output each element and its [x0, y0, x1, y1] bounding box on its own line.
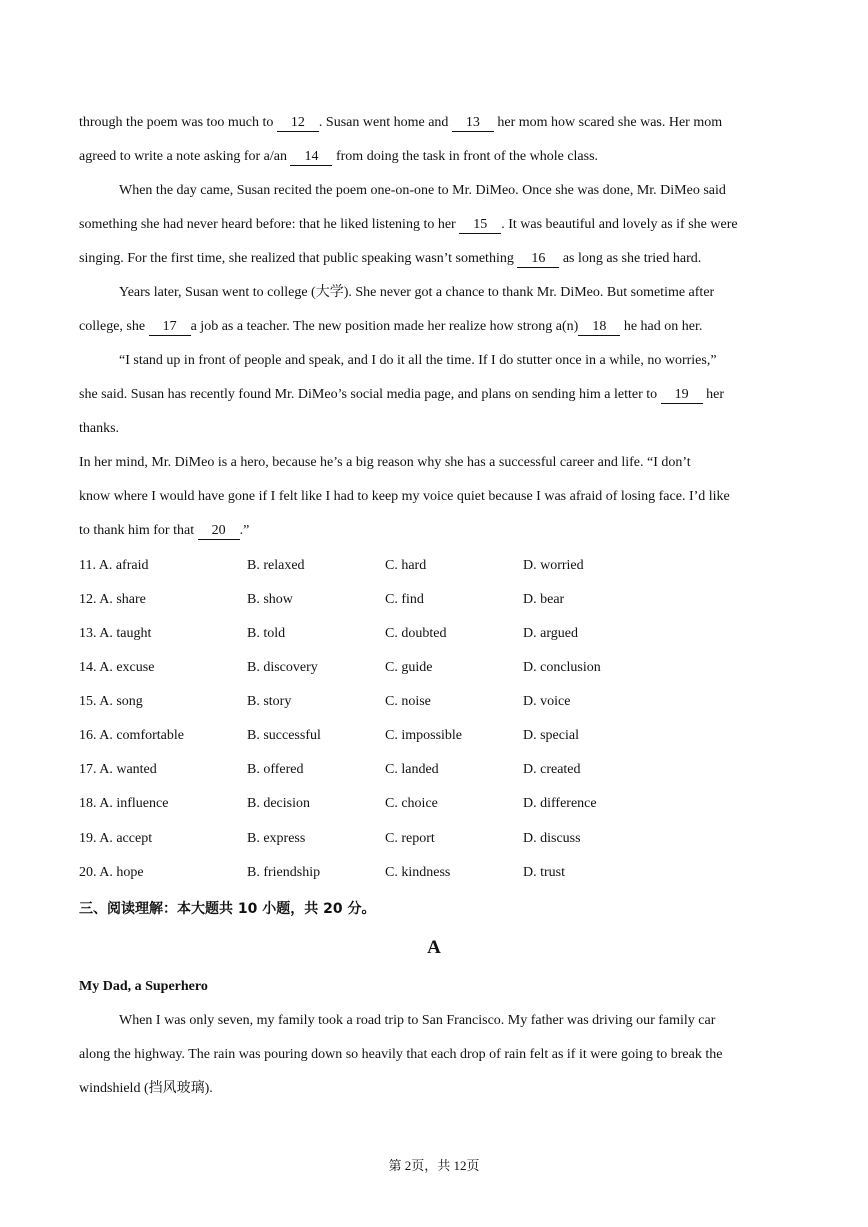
text-line: In her mind, Mr. DiMeo is a hero, because he’s a big reason why she has a successful career and life. “I don’t	[79, 455, 691, 470]
option-row-13	[79, 624, 791, 644]
passage-title: My Dad, a Superhero	[79, 979, 208, 994]
page-number: 第 2页，共 12页	[388, 1158, 480, 1173]
blank-13: 13	[452, 115, 494, 132]
option-a: 16. A. comfortable	[79, 728, 184, 743]
option-d: D. conclusion	[523, 660, 601, 675]
option-c: C. doubted	[385, 626, 447, 641]
text: agreed to write a note asking for a/an	[79, 149, 291, 164]
option-c: C. kindness	[385, 865, 451, 880]
option-d: D. trust	[523, 865, 565, 880]
option-row-14	[79, 658, 791, 678]
option-row-16	[79, 726, 791, 746]
option-row-20	[79, 863, 791, 883]
option-row-18	[79, 794, 791, 814]
text-line: windshield (挡风玻璃).	[79, 1081, 213, 1096]
blank-18: 18	[578, 319, 620, 336]
text: something she had never heard before: that he liked listening to her	[79, 217, 460, 232]
option-a: 13. A. taught	[79, 626, 152, 641]
option-a: 15. A. song	[79, 694, 143, 709]
blank-20: 20	[198, 523, 240, 540]
blank-14: 14	[290, 149, 332, 166]
option-b: B. decision	[247, 796, 310, 811]
text: . It was beautiful and lovely as if she were	[501, 217, 738, 232]
option-b: B. express	[247, 831, 306, 846]
text-line	[79, 317, 791, 337]
text-line	[79, 249, 791, 269]
text: through the poem was too much to	[79, 115, 277, 130]
blank-12: 12	[277, 115, 319, 132]
option-b: B. told	[247, 626, 286, 641]
option-d: D. argued	[523, 626, 578, 641]
option-c: C. report	[385, 831, 435, 846]
option-a: 11. A. afraid	[79, 558, 149, 573]
option-b: B. discovery	[247, 660, 318, 675]
text-line	[79, 147, 791, 167]
text: college, she	[79, 319, 149, 334]
text-line	[79, 113, 791, 133]
text: her mom how scared she was. Her mom	[493, 115, 723, 130]
text: to thank him for that	[79, 523, 198, 538]
option-b: B. show	[247, 592, 293, 607]
text-line	[79, 521, 791, 541]
text-line: When I was only seven, my family took a road trip to San Francisco. My father was driving our family car	[119, 1013, 716, 1028]
option-c: C. guide	[385, 660, 433, 675]
text-line: know where I would have gone if I felt like I had to keep my voice quiet because I was afraid of losing face. I’d like	[79, 489, 730, 504]
option-row-11	[79, 556, 791, 576]
option-a: 18. A. influence	[79, 796, 169, 811]
option-d: D. difference	[523, 796, 597, 811]
option-a: 14. A. excuse	[79, 660, 155, 675]
option-b: B. story	[247, 694, 292, 709]
option-row-19	[79, 829, 791, 849]
text-line: Years later, Susan went to college (大学). She never got a chance to thank Mr. DiMeo. But sometime after	[119, 285, 715, 300]
text-line: When the day came, Susan recited the poem one-on-one to Mr. DiMeo. Once she was done, Mr. DiMeo said	[119, 183, 726, 198]
option-a: 17. A. wanted	[79, 762, 157, 777]
text: singing. For the first time, she realized that public speaking wasn’t something	[79, 251, 518, 266]
option-d: D. bear	[523, 592, 565, 607]
option-d: D. discuss	[523, 831, 581, 846]
option-d: D. special	[523, 728, 579, 743]
text-line: “I stand up in front of people and speak, and I do it all the time. If I do stutter once in a while, no worries,”	[119, 353, 717, 368]
text-line	[79, 215, 791, 235]
option-a: 12. A. share	[79, 592, 146, 607]
option-c: C. noise	[385, 694, 431, 709]
option-c: C. hard	[385, 558, 427, 573]
option-b: B. relaxed	[247, 558, 305, 573]
section-heading: 三、阅读理解：本大题共 10 小题，共 20 分。	[79, 901, 376, 917]
option-b: B. offered	[247, 762, 304, 777]
option-c: C. choice	[385, 796, 438, 811]
text: her	[702, 387, 725, 402]
text: a job as a teacher. The new position made her realize how strong a(n)	[190, 319, 579, 334]
text-line: along the highway. The rain was pouring down so heavily that each drop of rain felt as if it were going to break the	[79, 1047, 723, 1062]
text: he had on her.	[620, 319, 703, 334]
option-row-12	[79, 590, 791, 610]
option-d: D. worried	[523, 558, 584, 573]
text: she said. Susan has recently found Mr. DiMeo’s social media page, and plans on sending him a letter to	[79, 387, 661, 402]
option-b: B. friendship	[247, 865, 321, 880]
option-b: B. successful	[247, 728, 321, 743]
option-d: D. created	[523, 762, 581, 777]
blank-17: 17	[149, 319, 191, 336]
option-a: 19. A. accept	[79, 831, 153, 846]
option-row-17	[79, 760, 791, 780]
option-c: C. landed	[385, 762, 439, 777]
option-a: 20. A. hope	[79, 865, 144, 880]
option-row-15	[79, 692, 791, 712]
text: .”	[239, 523, 250, 538]
passage-letter: A	[427, 937, 441, 958]
option-c: C. impossible	[385, 728, 463, 743]
text-line: thanks.	[79, 421, 120, 436]
option-c: C. find	[385, 592, 424, 607]
text: . Susan went home and	[318, 115, 452, 130]
text: as long as she tried hard.	[559, 251, 702, 266]
blank-16: 16	[517, 251, 559, 268]
text-line	[79, 385, 791, 405]
blank-19: 19	[661, 387, 703, 404]
text: from doing the task in front of the whole class.	[332, 149, 599, 164]
blank-15: 15	[459, 217, 501, 234]
option-d: D. voice	[523, 694, 571, 709]
